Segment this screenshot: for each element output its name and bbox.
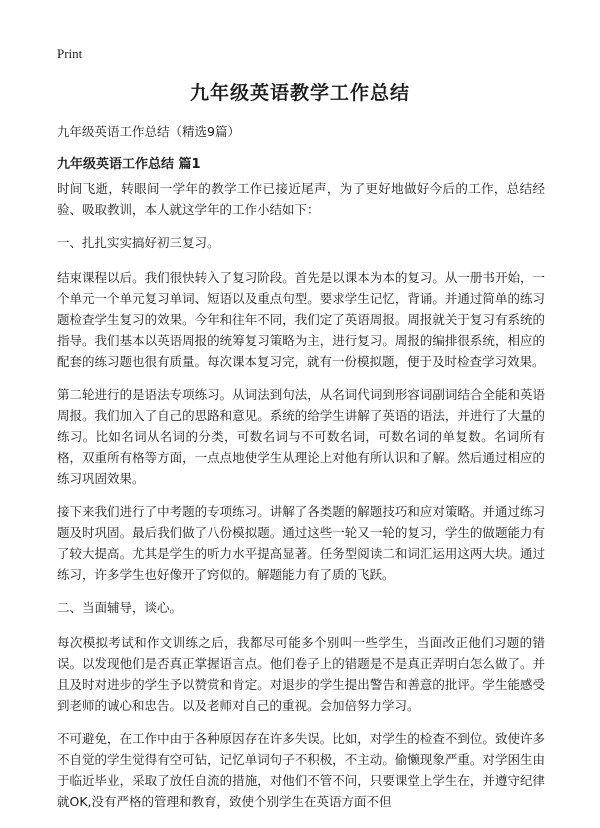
paragraph-review-round3: 接下来我们进行了中考题的专项练习。讲解了各类题的解题技巧和应对策略。并通过练习题及时巩固。最后我们做了八份模拟题。通过这些一轮又一轮的复习，学生的做题能力有了较大提高。尤其是学生的听力水平提高显著。任务型阅读二和词汇运用这两大块。通过练习，许多学生也好像开了窍似的。解题能力有了质的飞跃。 [57,504,545,582]
section-heading: 九年级英语工作总结 篇1 [57,157,201,172]
subheading-tutoring: 二、当面辅导，谈心。 [57,600,183,615]
intro-paragraph: 时间飞逝，转眼间一学年的教学工作已接近尾声，为了更好地做好今后的工作，总结经验、吸取教训，本人就这学年的工作小结如下： [57,181,545,217]
document-title: 九年级英语教学工作总结 [189,82,410,104]
paragraph-tutoring: 每次模拟考试和作文训练之后，我都尽可能多个别叫一些学生，当面改正他们习题的错误。以发现他们是否真正掌握语言点。他们卷子上的错题是不是真正弄明白怎么做了。并且及时对进步的学生予以赞赏和肯定。对退步的学生提出警告和善意的批评。学生能感受到老师的诚心和忠告。以及老师对自己的重视。会加倍努力学习。 [57,635,545,713]
document-subtitle: 九年级英语工作总结（精选9篇） [57,124,240,139]
paragraph-shortcomings: 不可避免，在工作中由于各种原因存在许多失误。比如，对学生的检查不到位。致使许多不自觉的学生觉得有空可钻，记忆单词句子不积极，不主动。偷懒现象严重。对学困生由于临近毕业，采取了放任自流的措施，对他们不管不问，只要课堂上学生在，并遵守纪律就OK,没有严格的管理和教育，致使个别学生在英语方面不但 [57,731,545,809]
print-link[interactable]: Print [57,46,83,61]
article-body [57,178,545,824]
paragraph-review-round1: 结束课程以后。我们很快转入了复习阶段。首先是以课本为本的复习。从一册书开始，一个单元一个单元复习单词、短语以及重点句型。要求学生记忆，背诵。并通过简单的练习题检查学生复习的效果。今年和往年不同，我们定了英语周报。周报就关于复习有系统的指导。我们基本以英语周报的统筹复习策略为主，进行复习。周报的编排很系统，相应的配套的练习题也很有质量。每次课本复习完，就有一份模拟题，便于及时检查学习效果。 [57,270,545,369]
subheading-review: 一、扎扎实实搞好初三复习。 [57,235,220,250]
paragraph-review-round2: 第二轮进行的是语法专项练习。从词法到句法，从名词代词到形容词副词结合全能和英语周报。我们加入了自己的思路和意见。系统的给学生讲解了英语的语法，并进行了大量的练习。比如名词从名词的分类，可数名词与不可数名词，可数名词的单复数。名词所有格，双重所有格等方面，一点点地使学生从理论上对他有所认识和了解。然后通过相应的练习巩固效果。 [57,387,545,486]
